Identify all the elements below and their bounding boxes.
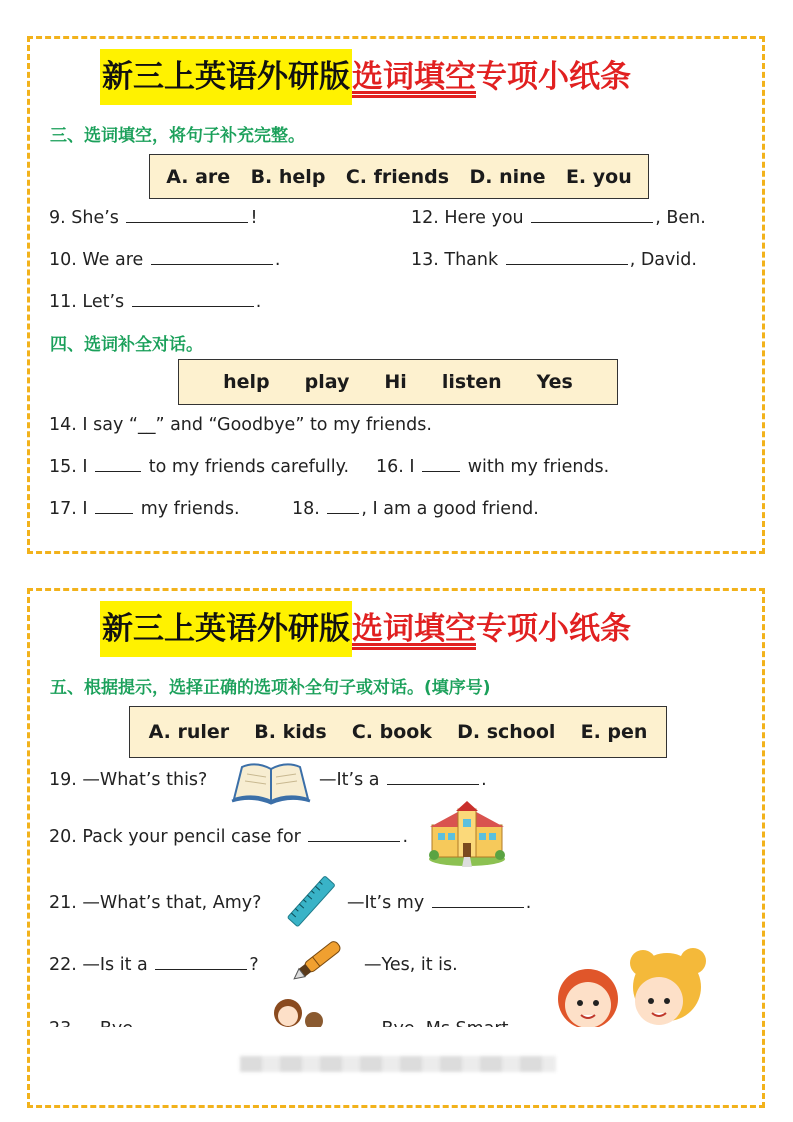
option: E. pen [580,721,648,743]
question-14: 14. I say “__” and “Goodbye” to my friends. [49,415,432,435]
option: D. nine [469,165,546,188]
question-17: 17. I my friends. [49,499,240,519]
option: D. school [457,721,556,743]
question-15: 15. I to my friends carefully. [49,457,350,477]
option: play [304,371,350,393]
title-red: 专项小纸条 [476,59,631,95]
question-13: 13. Thank , David. [411,250,697,270]
answer-blank[interactable] [132,305,254,307]
title-highlight: 新三上英语外研版 [100,49,352,105]
answer-blank[interactable] [95,512,133,514]
question-20: 20. Pack your pencil case for . [49,827,409,847]
section-5-heading: 五、根据提示，选择正确的选项补全句子或对话。(填序号) [50,678,491,698]
question-22: 22. —Is it a ? [49,955,259,975]
section-3-heading: 三、选词填空，将句子补充完整。 [50,126,305,146]
book-icon [230,759,312,805]
school-icon [426,801,508,867]
question-22-answer: —Yes, it is. [364,955,458,975]
answer-blank[interactable] [422,470,460,472]
title-highlight: 新三上英语外研版 [100,601,352,657]
option: B. help [250,165,326,188]
card-title [100,601,631,657]
girl-icon [266,995,326,1031]
question-11: 11. Let’s . [49,292,262,312]
option: A. ruler [148,721,230,743]
question-19-answer: —It’s a . [319,770,487,790]
option: C. book [351,721,432,743]
answer-blank[interactable] [432,906,524,908]
word-bank-3 [149,154,649,199]
question-21: 21. —What’s that, Amy? [49,893,262,913]
question-21-answer: —It’s my . [347,893,532,913]
answer-blank[interactable] [126,221,248,223]
title-red-underlined: 选词填空 [352,611,476,647]
word-bank-5 [129,706,667,758]
option: B. kids [254,721,327,743]
option: C. friends [345,165,450,188]
question-12: 12. Here you , Ben. [411,208,706,228]
kids-icon [555,947,725,1037]
worksheet-card-1 [27,36,765,554]
question-10: 10. We are . [49,250,281,270]
question-18: 18. , I am a good friend. [292,499,539,519]
answer-blank[interactable] [151,263,273,265]
option: Hi [384,371,407,393]
option: help [223,371,270,393]
question-16: 16. I with my friends. [376,457,610,477]
ruler-icon [282,869,342,935]
option: listen [441,371,502,393]
option: E. you [565,165,632,188]
card-title [100,49,631,105]
blurred-watermark [240,1056,556,1072]
answer-blank[interactable] [95,470,141,472]
answer-blank[interactable] [155,968,247,970]
answer-blank[interactable] [327,512,359,514]
title-red: 专项小纸条 [476,611,631,647]
option: A. are [166,165,231,188]
answer-blank[interactable] [531,221,653,223]
section-4-heading: 四、选词补全对话。 [50,335,203,355]
answer-blank[interactable] [387,783,479,785]
answer-blank[interactable] [308,840,400,842]
title-red-underlined: 选词填空 [352,59,476,95]
worksheet-card-2 [27,588,765,1108]
word-bank-4 [178,359,618,405]
answer-blank[interactable] [506,263,628,265]
question-9: 9. She’s ! [49,208,258,228]
option: Yes [536,371,573,393]
question-19: 19. —What’s this? [49,770,208,790]
pen-icon [286,935,348,987]
